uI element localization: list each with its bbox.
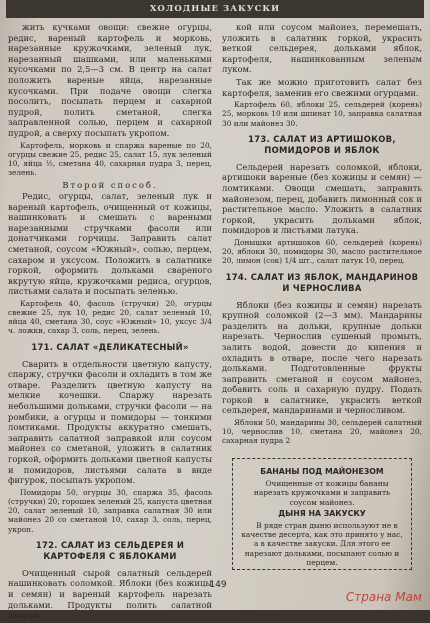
right-small-block: Яблоки 50, мандарины 30, сельдерей салатный 10, чернослив 10, сметана 20, майонез 20, сахарная пудра 2	[222, 418, 422, 446]
left-small-block: Помидоры 50, огурцы 30, спаржа 35, фасоль (стручки) 20, горошек зеленый 25, капуста цветная 20, салат зеленый 10, заправка салатная 30 или майонез 20 со сметаной 10, сахар 3, соль, перец, укроп.	[8, 487, 212, 534]
right-p-block: Яблоки (без кожицы и семян) нарезать крупной соломкой (2—3 мм). Мандарины разделить на дольки, крупные дольки нарезать. Чернослив сушеный промыть, залить водой, довести до кипения и охладить в отваре, после чего нарезать дольками. Подготовленные фрукты заправить сметаной и соусом майонез, добавить соль и сахарную пудру. Подать горкой в салатнике, украсить веткой сельдерея, мандаринами и черносливом.	[222, 299, 422, 416]
sidebar-box	[232, 458, 412, 570]
right-p-block: кой или соусом майонез, перемешать, уложить в салатник горкой, украсить веткой сельдерея, дольками яблок, картофеля, нашинкованным зеленым луком.	[222, 22, 422, 75]
right-title-block: 173. САЛАТ ИЗ АРТИШОКОВ, ПОМИДОРОВ И ЯБЛОК	[248, 133, 396, 155]
running-header: ХОЛОДНЫЕ ЗАКУСКИ	[6, 0, 424, 18]
right-small-block: Картофель 60, яблоки 25, сельдерей (корень) 25, морковь 10 или шпинат 10, заправка салатная 30 или майонез 30.	[222, 100, 422, 128]
box-title-bananas: БАНАНЫ ПОД МАЙОНЕЗОМ	[260, 467, 384, 476]
left-small-block: Картофель, морковь и спаржа вареные по 20, огурцы свежие 25, редис 25, салат 15, лук зеленый 10, яйца ½, сметана 40, сахарная пудра 3, перец, зелень.	[8, 140, 212, 178]
left-column	[8, 22, 212, 623]
box-text-melon: В ряде стран дыню используют не в качестве десерта, как это принято у нас, а в качестве закуски. Для этого ее нарезают дольками, посыпают солью и перцем.	[241, 521, 403, 567]
left-p-block: Редис, огурцы, салат, зеленый лук и вареный картофель, очищенный от кожицы, нашинковать и смешать с вареными нарезанными стручками фасоли или донатчиками горчицы. Заправить салат сметаной, соусом «Южный», солью, перцем, сахаром и уксусом. Положить в салатнике горкой, оформить дольками свареного вкрутую яйца, кружочками редиса, огурцов, листьями салата и посыпать зеленью.	[8, 190, 212, 297]
right-p-block: Сельдерей нарезать соломкой, яблоки, артишоки вареные (без кожицы и семян) — ломтиками. Овощи смешать, заправить майонезом, перец, добавить лимонный сок и растительное масло. Уложить в салатник горкой, украсить дольками яблок, помидоров и листьями латука.	[222, 161, 422, 236]
left-p-block: Очищенный сырой салатный сельдерей нашинковать соломкой. Яблоки (без кожицы и семян) и вареный картофель нарезать дольками. Продукты полить салатной заправ-	[8, 567, 212, 621]
box-text-bananas: Очищенные от кожицы бананы нарезать кружочками и заправить соусом майонез.	[253, 479, 391, 507]
left-small-block: Картофель 40, фасоль (стручки) 20, огурцы свежие 25, лук 10, редис 20, салат зеленый 10, яйца 40, сметана 30, соус «Южный» 10, уксус 3/4 ч. ложки, сахар 3, соль, перец, зелень.	[8, 298, 212, 336]
right-column	[222, 22, 422, 449]
right-title-block: 174. САЛАТ ИЗ ЯБЛОК, МАНДАРИНОВ И ЧЕРНОСЛИВА	[225, 271, 419, 293]
right-small-block: Донышки артишоков 60, сельдерей (корень) 20, яблоки 30, помидоры 30, масло растительное 20, лимон (сок) 1/4 шт., салат латук 10, перец.	[222, 237, 422, 266]
right-p-block: Так же можно приготовить салат без картофеля, заменив его свежими огурцами.	[222, 76, 422, 98]
box-title-melon: ДЫНЯ НА ЗАКУСКУ	[278, 508, 366, 518]
left-p-block: жить кучками овощи: свежие огурцы, редис, вареный картофель и морковь, нарезанные кружочками, зеленый лук, нарезанный шашками, или маленькими кусочками по 2,5—3 см. В центр на салат положить вареные яйца, нарезанные кусочками. При подаче овощи слегка посолить, посыпать перцем и сахарной пудрой, полить сметаной, слегка заправленной солью, перцем и сахарной пудрой, а сверху посыпать укропом.	[8, 22, 212, 138]
watermark-logo: Страна Мам	[345, 590, 422, 604]
left-p-block: Сварить в отдельности цветную капусту, спаржу, стручки фасоли и охладить в том же отваре. Разделить цветную капусту на мелкие кочешки. Спаржу нарезать небольшими дольками, стручки фасоли — на ромбики, а огурцы и помидоры — тонкими ломтиками. Продукты аккуратно смешать, заправить салатной заправкой или соусом майонез со сметаной, уложить в салатник горкой, оформить дольками цветной капусты и помидоров, листьями салата в виде фигурок, посыпать укропом.	[8, 358, 212, 486]
left-spaced-block: Второй способ.	[62, 180, 158, 191]
left-title-block: 172. САЛАТ ИЗ СЕЛЬДЕРЕЯ И КАРТОФЕЛЯ С ЯБЛОКАМИ	[35, 539, 185, 561]
page-number: 149	[209, 580, 227, 590]
left-title-block: 171. САЛАТ «ДЕЛИКАТЕСНЫЙ»	[31, 341, 189, 352]
